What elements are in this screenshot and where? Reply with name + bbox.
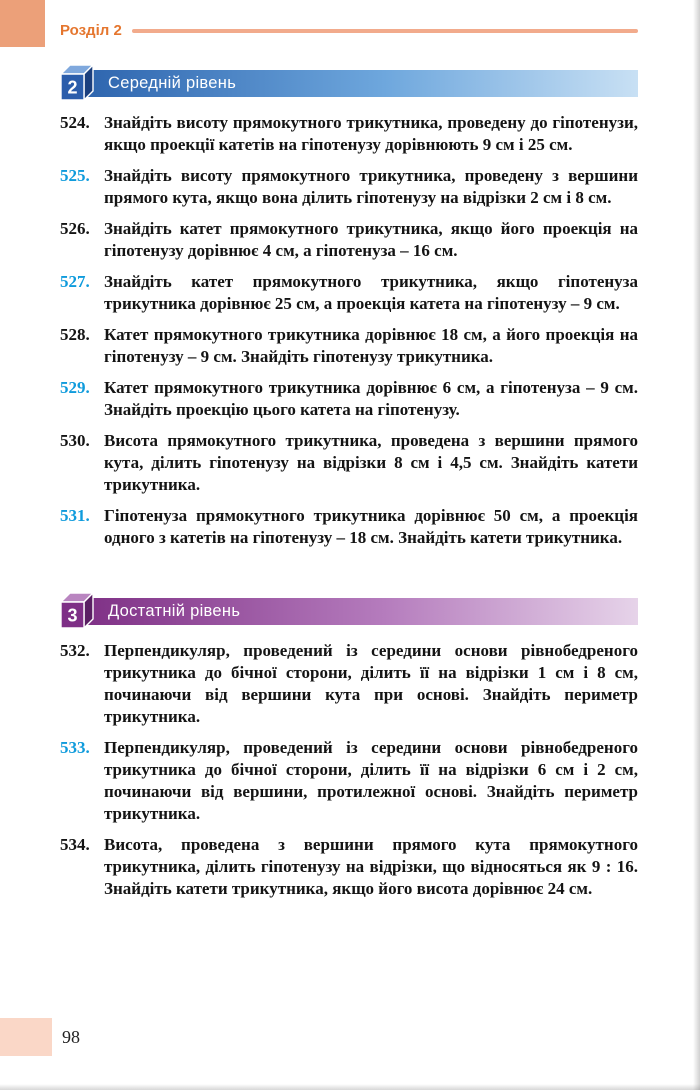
section-banner-medium-level [60,70,638,97]
level-2-badge: 2 [67,77,78,98]
problem-number: 532. [60,641,90,660]
problem-text: Знайдіть катет прямокутного трикутника, якщо його проекція на гіпотенузу дорівнює 4 см, а гіпотенуза – 16 см. [104,219,638,260]
problem-526 [60,218,638,262]
problem-text: Висота, проведена з вершини прямого кута прямокутного трикутника, ділить гіпотенузу на відрізки, що відносяться як 9 : 16. Знайдіть катети трикутника, якщо його висота дорівнює 24 см. [104,835,638,898]
problems-list-sufficient [60,640,638,900]
section-banner-sufficient-level [60,598,638,625]
chapter-label: Розділ 2 [60,22,122,39]
level-3-badge: 3 [67,605,78,626]
problem-text: Перпендикуляр, проведений із середини основи рівнобедреного трикутника до бічної сторони, ділить її на відрізки 6 см і 2 см, починаючи від вершини, протилежної основі. Знайдіть периметр трикутника. [104,738,638,823]
problem-number: 530. [60,431,90,450]
corner-decoration-block [0,0,45,47]
problem-529 [60,377,638,421]
page-edge-shadow-right [693,0,700,1090]
problem-text: Знайдіть висоту прямокутного трикутника, проведену до гіпотенузи, якщо проекції катетів на гіпотенузу дорівнюють 9 см і 25 см. [104,113,638,154]
problem-525 [60,165,638,209]
section-title-sufficient: Достатній рівень [108,602,241,620]
problem-text: Катет прямокутного трикутника дорівнює 6 см, а гіпотенуза – 9 см. Знайдіть проекцію цього катета на гіпотенузу. [104,378,638,419]
problem-524 [60,112,638,156]
problem-533 [60,737,638,825]
problems-list-medium [60,112,638,549]
level-2-cube-icon [58,62,96,104]
banner-bar-blue [75,70,638,97]
page-edge-shadow-bottom [0,1084,700,1090]
page-number: 98 [62,1027,80,1047]
problem-number: 533. [60,738,90,757]
problem-534 [60,834,638,900]
page-content [60,0,638,909]
problem-number: 528. [60,325,90,344]
section-title-medium: Середній рівень [108,74,237,92]
problem-528 [60,324,638,368]
problem-text: Катет прямокутного трикутника дорівнює 18 см, а його проекція на гіпотенузу – 9 см. Знайдіть гіпотенузу трикутника. [104,325,638,366]
problem-number: 526. [60,219,90,238]
level-3-cube-icon [58,590,96,632]
problem-number: 534. [60,835,90,854]
page-number-decoration-block [0,1018,52,1056]
problem-530 [60,430,638,496]
problem-text: Висота прямокутного трикутника, проведена з вершини прямого кута, ділить гіпотенузу на відрізки 8 см і 4,5 см. Знайдіть катети трикутника. [104,431,638,494]
problem-text: Знайдіть катет прямокутного трикутника, якщо гіпотенуза трикутника дорівнює 25 см, а проекція катета на гіпотенузу – 9 см. [104,272,638,313]
problem-text: Перпендикуляр, проведений із середини основи рівнобедреного трикутника до бічної сторони, ділить її на відрізки 1 см і 8 см, починаючи від вершини кута при основі. Знайдіть периметр трикутника. [104,641,638,726]
problem-number: 531. [60,506,90,525]
problem-number: 525. [60,166,90,185]
problem-text: Знайдіть висоту прямокутного трикутника, проведену з вершини прямого кута, якщо вона ділить гіпотенузу на відрізки 2 см і 8 см. [104,166,638,207]
problem-text: Гіпотенуза прямокутного трикутника дорівнює 50 см, а проекція одного з катетів на гіпотенузу – 18 см. Знайдіть катети трикутника. [104,506,638,547]
section-gap [60,558,638,598]
problem-number: 527. [60,272,90,291]
problem-532 [60,640,638,728]
banner-bar-purple [75,598,638,625]
problem-531 [60,505,638,549]
problem-527 [60,271,638,315]
problem-number: 529. [60,378,90,397]
problem-number: 524. [60,113,90,132]
